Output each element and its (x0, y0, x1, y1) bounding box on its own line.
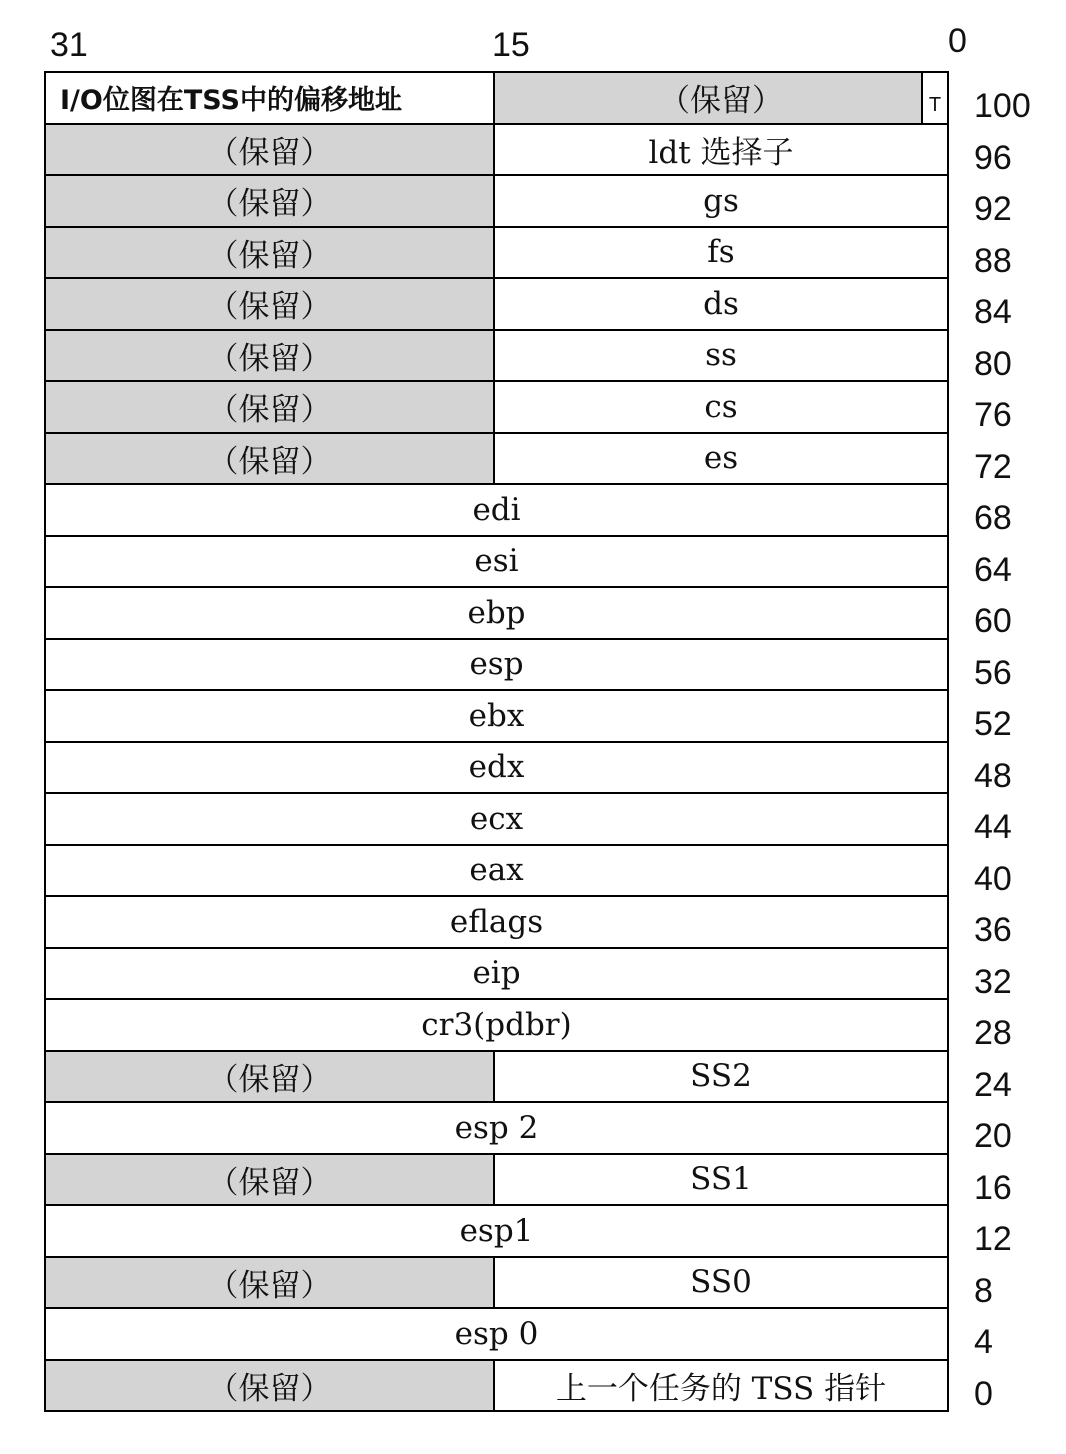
reserved-field: （保留） (46, 1258, 495, 1308)
tss-row (46, 794, 947, 846)
byte-offset-label: 20 (974, 1117, 1012, 1155)
byte-offset-label: 60 (974, 602, 1012, 640)
register-field: eax (469, 852, 524, 889)
register-field (495, 1155, 947, 1205)
tss-row (46, 537, 947, 589)
reserved-field: （保留） (46, 382, 495, 432)
field-label: 上一个任务的 TSS 指针 (555, 1370, 887, 1407)
field-label: SS1 (690, 1161, 752, 1198)
register-field: esi (474, 543, 519, 580)
byte-offset-label: 12 (974, 1220, 1012, 1258)
register-field: esp 0 (454, 1315, 539, 1352)
register-field (495, 228, 947, 278)
register-field: ebp (467, 594, 526, 631)
byte-offset-label: 4 (974, 1323, 993, 1361)
reserved-field: （保留） (46, 176, 495, 226)
tss-row (46, 73, 947, 125)
tss-row (46, 588, 947, 640)
tss-row (46, 1052, 947, 1104)
register-field (495, 1258, 947, 1308)
byte-offset-label: 68 (974, 499, 1012, 537)
field-label: SS2 (690, 1058, 752, 1095)
field-label: fs (707, 234, 735, 271)
io-map-offset-field: I/O位图在TSS中的偏移地址 (46, 73, 495, 123)
byte-offset-label: 0 (974, 1374, 993, 1413)
field-label: SS0 (690, 1264, 752, 1301)
field-label: ss (705, 337, 737, 374)
tss-row (46, 176, 947, 228)
register-field: esp (469, 646, 524, 683)
tss-row (46, 1258, 947, 1310)
reserved-field: （保留） (46, 1052, 495, 1102)
byte-offset-label: 96 (974, 138, 1012, 177)
tss-row (46, 1155, 947, 1207)
byte-offset-label: 100 (974, 87, 1031, 125)
tss-row (46, 640, 947, 692)
bit-label-31: 31 (50, 26, 88, 64)
reserved-field: （保留） (46, 331, 495, 381)
byte-offset-label: 16 (974, 1168, 1012, 1207)
byte-offset-label: 36 (974, 911, 1012, 949)
tss-row (46, 485, 947, 537)
byte-offset-label: 64 (974, 550, 1012, 589)
tss-row (46, 279, 947, 331)
tss-row (46, 434, 947, 486)
register-field: esp1 (459, 1212, 534, 1249)
register-field (495, 1052, 947, 1102)
register-field: ecx (469, 800, 524, 837)
tss-structure-table (44, 71, 949, 1412)
register-field: cr3(pdbr) (421, 1006, 572, 1043)
byte-offset-label: 84 (974, 293, 1012, 331)
byte-offset-label: 56 (974, 653, 1012, 692)
bit-label-15: 15 (492, 26, 530, 64)
tss-row (46, 949, 947, 1001)
tss-row (46, 1361, 947, 1413)
field-label: ldt 选择子 (648, 134, 794, 171)
tss-row (46, 228, 947, 280)
register-field: edi (472, 491, 521, 528)
byte-offset-label: 48 (974, 756, 1012, 795)
byte-offset-label: 8 (974, 1271, 993, 1310)
reserved-field: （保留） (46, 1361, 495, 1411)
tss-row (46, 691, 947, 743)
byte-offset-label: 32 (974, 962, 1012, 1001)
tss-row (46, 846, 947, 898)
tss-row (46, 743, 947, 795)
reserved-field: （保留） (46, 125, 495, 175)
reserved-field: （保留） (46, 279, 495, 329)
register-field (495, 382, 947, 432)
field-label: cs (704, 388, 738, 425)
field-label: （保留） (659, 83, 783, 120)
bit-label-0: 0 (948, 22, 967, 60)
byte-offset-label: 52 (974, 705, 1012, 743)
t-flag-bit: T (921, 73, 947, 123)
tss-row (46, 1309, 947, 1361)
field-label: gs (703, 182, 739, 219)
byte-offset-label: 76 (974, 396, 1012, 434)
register-field: edx (468, 749, 525, 786)
byte-offset-label: 40 (974, 859, 1012, 898)
tss-row (46, 331, 947, 383)
field-label: es (703, 440, 739, 477)
register-field: ebx (468, 697, 525, 734)
field-label: ds (703, 285, 739, 322)
tss-row (46, 382, 947, 434)
register-field (495, 331, 947, 381)
register-field (495, 125, 947, 175)
reserved-field: （保留） (46, 1155, 495, 1205)
register-field (495, 434, 947, 484)
tss-row (46, 897, 947, 949)
byte-offset-label: 44 (974, 808, 1012, 846)
reserved-field: （保留） (46, 434, 495, 484)
tss-row (46, 1103, 947, 1155)
register-field (495, 176, 947, 226)
byte-offset-label: 88 (974, 241, 1012, 280)
tss-row (46, 1206, 947, 1258)
byte-offset-label: 80 (974, 344, 1012, 383)
register-field: eflags (449, 903, 544, 940)
register-field (495, 1361, 947, 1411)
reserved-field (495, 73, 947, 123)
byte-offset-label: 28 (974, 1014, 1012, 1052)
byte-offset-label: 72 (974, 447, 1012, 486)
register-field: esp 2 (454, 1109, 539, 1146)
reserved-field: （保留） (46, 228, 495, 278)
byte-offset-label: 92 (974, 190, 1012, 228)
byte-offset-label: 24 (974, 1065, 1012, 1104)
register-field: eip (472, 955, 521, 992)
register-field (495, 279, 947, 329)
tss-row (46, 1000, 947, 1052)
tss-row (46, 125, 947, 177)
